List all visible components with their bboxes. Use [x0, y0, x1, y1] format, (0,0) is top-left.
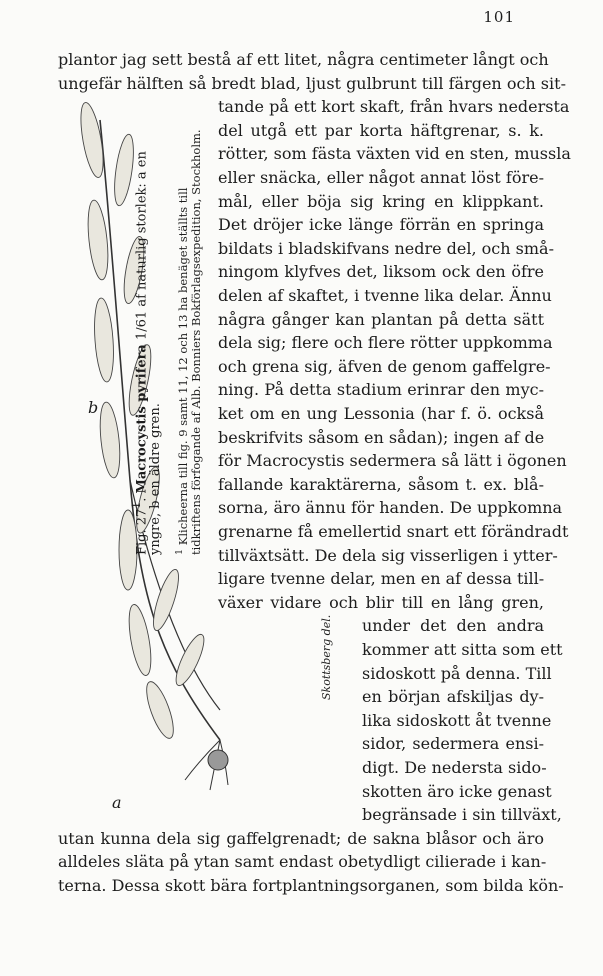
- holdfast: [185, 740, 228, 790]
- text-line: en början afskiljas dy-: [362, 687, 544, 707]
- figure-label-a: a: [112, 793, 122, 812]
- text-line: del utgå ett par korta häftgrenar, s. k.: [218, 120, 544, 140]
- footnote-line-2: tidkriftens förfogande af Alb. Bonniers Bokförlagsexpedition, Stockholm.: [189, 129, 203, 555]
- text-line: plantor jag sett bestå af ett litet, några centimeter långt och: [58, 50, 549, 69]
- figure-label-b: b: [88, 398, 99, 417]
- text-line: bildats i bladskifvans nedre del, och små-: [218, 238, 554, 258]
- text-line: sorna, äro ännu för handen. De uppkomna: [218, 498, 563, 518]
- page-number: 101: [483, 8, 515, 26]
- footnote-line-1: $^1$ Klicheerna till fig. 9 samt 11, 12 och 13 ha benäget ställts till: [174, 187, 190, 555]
- text-line: fallande karaktärerna, såsom t. ex. blå-: [218, 474, 544, 494]
- text-line: tande på ett kort skaft, från hvars nedersta: [218, 97, 570, 117]
- text-line: ket om en ung Lessonia (har f. ö. också: [218, 404, 544, 423]
- text-line: lika sidoskott åt tvenne: [362, 710, 552, 730]
- text-line: digt. De nedersta sido-: [362, 758, 547, 777]
- text-line: utan kunna dela sig gaffelgrenadt; de sakna blåsor och äro: [58, 828, 544, 848]
- text-line: skotten äro icke genast: [362, 781, 552, 801]
- text-line: ligare tvenne delar, men en af dessa till-: [218, 569, 545, 589]
- text-line: sidoskott på denna. Till: [362, 663, 552, 683]
- text-line: växer vidare och blir till en lång gren,: [218, 592, 544, 612]
- text-line: eller snäcka, eller något annat löst före-: [218, 168, 544, 187]
- text-line: grenarne få emellertid snart ett förändradt: [218, 522, 569, 541]
- text-line: Det dröjer icke länge förrän en springa: [218, 215, 544, 235]
- text-line: mål, eller böja sig kring en klippkant.: [218, 191, 544, 211]
- text-line: begränsade i sin tillväxt,: [362, 805, 562, 825]
- text-line: tillväxtsätt. De dela sig visserligen i ytter-: [218, 545, 558, 565]
- figure-caption: [130, 100, 240, 555]
- text-line: för Macrocystis sedermera så lätt i ögonen: [218, 451, 567, 471]
- artist-signature: Skottsberg del.: [320, 614, 333, 700]
- text-line: dela sig; flere och flere rötter uppkomma: [218, 333, 553, 353]
- text-line: och grena sig, äfven de genom gaffelgre-: [218, 356, 551, 376]
- text-line: ning. På detta stadium erinrar den myc-: [218, 380, 544, 400]
- text-line: beskrifvits såsom en sådan); ingen af de: [218, 427, 545, 447]
- text-line: alldeles släta på ytan samt endast obetydligt cilierade i kan-: [58, 852, 547, 872]
- text-line: terna. Dessa skott bära fortplantningsorganen, som bilda kön-: [58, 876, 564, 895]
- text-line: ningom klyfves det, liksom ock den öfre: [218, 262, 544, 282]
- text-line: kommer att sitta som ett: [362, 640, 563, 659]
- text-line: sidor, sedermera ensi-: [362, 734, 544, 754]
- text-line: några gånger kan plantan på detta sätt: [218, 309, 544, 329]
- caption-line-1: Fig. $27^1$. Macrocystis pyrifera 1/61 af naturlig storlek: a en: [130, 151, 150, 555]
- text-line: delen af skaftet, i tvenne lika delar. Ännu: [218, 286, 552, 305]
- text-line: under det den andra: [362, 616, 544, 636]
- caption-line-2: yngre, b en äldre gren.: [148, 403, 163, 555]
- text-line: ungefär hälften så bredt blad, ljust gulbrunt till färgen och sit-: [58, 73, 566, 93]
- text-line: rötter, som fästa växten vid en sten, mussla: [218, 144, 571, 164]
